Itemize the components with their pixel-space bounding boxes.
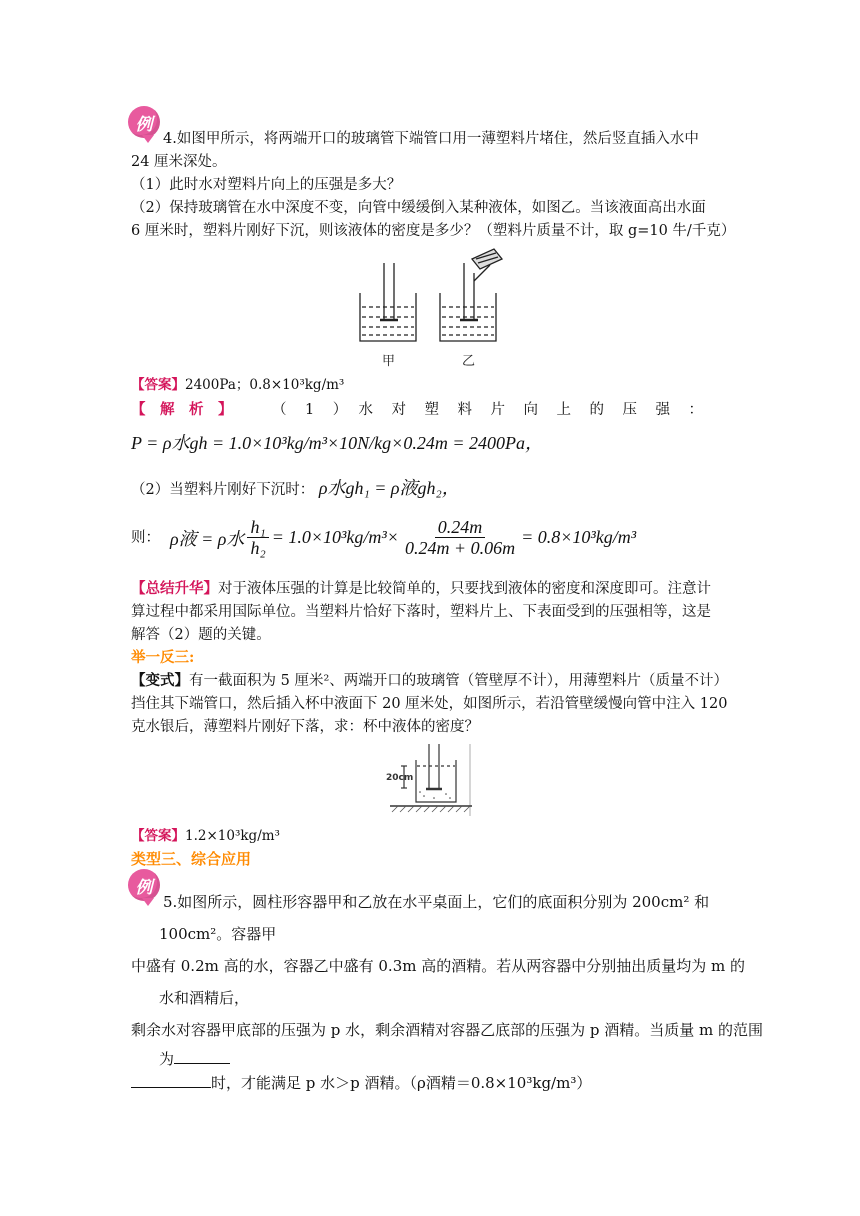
eq3-num: 0.24m — [435, 517, 486, 538]
answer-blank-1[interactable] — [174, 1063, 230, 1064]
practice-line2: 挡住其下端管口，然后插入杯中液面下 20 厘米处，如图所示，若沿管壁缓慢向管中注入 120 — [131, 696, 728, 712]
part2-eq: ρ水gh₁ = ρ液gh₂， — [318, 478, 460, 498]
example4-line2: 24 厘米深处。 — [131, 154, 227, 170]
example5-line5: 剩余水对容器甲底部的压强为 p 水，剩余酒精对容器乙底部的压强为 p 酒精。当质量 m 的范围 — [131, 1021, 764, 1039]
summary-text-1: 对于液体压强的计算是比较简单的，只要找到液体的密度和深度即可。注意计 — [218, 581, 711, 597]
beaker-yi — [440, 249, 502, 341]
line7-text: 时，才能满足 p 水＞p 酒精。（ρ酒精＝0.8×10³kg/m³） — [211, 1074, 592, 1092]
then-label: 则： — [131, 529, 160, 546]
example4-line1: 4.如图甲所示，将两端开口的玻璃管下端管口用一薄塑料片堵住，然后竖直插入水中 — [163, 131, 699, 147]
practice-line3: 克水银后，薄塑料片刚好下落，求：杯中液体的密度？ — [131, 719, 479, 735]
practice-fig-label: 20cm — [386, 773, 414, 783]
fig-label-yi: 乙 — [462, 354, 476, 369]
part2-label: （2）当塑料片刚好下沉时： — [131, 482, 315, 498]
eq3-mid: = 1.0×10³kg/m³× — [271, 527, 399, 547]
badge-tail — [142, 898, 154, 906]
analysis-eq3 — [131, 517, 636, 558]
eq3-den: 0.24m + 0.06m — [404, 538, 516, 558]
answer2-tag: 【答案】 — [131, 828, 185, 844]
example-badge-5: 例 — [128, 869, 160, 906]
answer-line-2 — [131, 825, 280, 847]
practice-heading: 举一反三: — [131, 649, 195, 666]
analysis-eq1: P = ρ水gh = 1.0×10³kg/m³×10N/kg×0.24m = 2400Pa， — [131, 433, 543, 453]
practice-tag: 【变式】 — [131, 672, 189, 689]
answer-blank-2[interactable] — [131, 1087, 211, 1088]
eq3-h2: h₂ — [250, 538, 266, 558]
eq3-right: = 0.8×10³kg/m³ — [521, 527, 637, 547]
analysis-tag: 【 解 析 】 — [131, 401, 233, 418]
example4-q1: （1）此时水对塑料片向上的压强是多大？ — [131, 177, 402, 193]
example5-line1: 5.如图所示，圆柱形容器甲和乙放在水平桌面上，它们的底面积分别为 200cm² 和 — [163, 893, 710, 911]
analysis-part2 — [131, 477, 460, 501]
analysis-intro: （ 1 ） 水 对 塑 料 片 向 上 的 压 强 ： — [272, 402, 705, 418]
beaker-jia — [360, 263, 416, 341]
example5-line6 — [159, 1048, 230, 1070]
figure-jia-yi — [350, 245, 510, 373]
section3-heading: 类型三、综合应用 — [131, 850, 252, 868]
eq3-h1: h₁ — [247, 517, 268, 538]
example4-q2-line2: 6 厘米时，塑料片刚好下沉，则该液体的密度是多少？（塑料片质量不计，取 g=10 牛/千克） — [131, 223, 736, 239]
practice-figure — [384, 742, 476, 820]
summary-line1 — [131, 578, 711, 600]
fig-label-jia: 甲 — [382, 354, 396, 369]
answer-text: 2400Pa；0.8×10³kg/m³ — [185, 377, 345, 393]
example5-line3: 中盛有 0.2m 高的水，容器乙中盛有 0.3m 高的酒精。若从两容器中分别抽出质量均为 m 的 — [131, 957, 745, 975]
summary-tag: 【总结升华】 — [131, 580, 218, 597]
eq3-h-fraction — [247, 517, 268, 558]
eq3-left: ρ液 = ρ水 — [170, 528, 245, 549]
answer2-text: 1.2×10³kg/m³ — [185, 828, 280, 844]
summary-line3: 解答（2）题的关键。 — [131, 627, 271, 643]
summary-line2: 算过程中都采用国际单位。当塑料片恰好下落时，塑料片上、下表面受到的压强相等，这是 — [131, 604, 711, 620]
example4-q2-line1: （2）保持玻璃管在水中深度不变，向管中缓缓倒入某种液体，如图乙。当该液面高出水面 — [131, 200, 706, 216]
practice-text-1: 有一截面积为 5 厘米²、两端开口的玻璃管（管壁厚不计），用薄塑料片（质量不计） — [189, 673, 729, 689]
example5-line2: 100cm²。容器甲 — [159, 925, 277, 943]
line6-text: 为 — [159, 1050, 175, 1068]
answer-line-1 — [131, 374, 344, 396]
answer-tag: 【答案】 — [131, 377, 185, 393]
example5-line4: 水和酒精后， — [159, 989, 250, 1007]
eq3-depth-fraction — [402, 517, 518, 558]
badge-tail — [142, 135, 154, 143]
practice-line1 — [131, 670, 728, 692]
example5-line7 — [131, 1072, 591, 1094]
example-badge-4: 例 — [128, 106, 160, 143]
